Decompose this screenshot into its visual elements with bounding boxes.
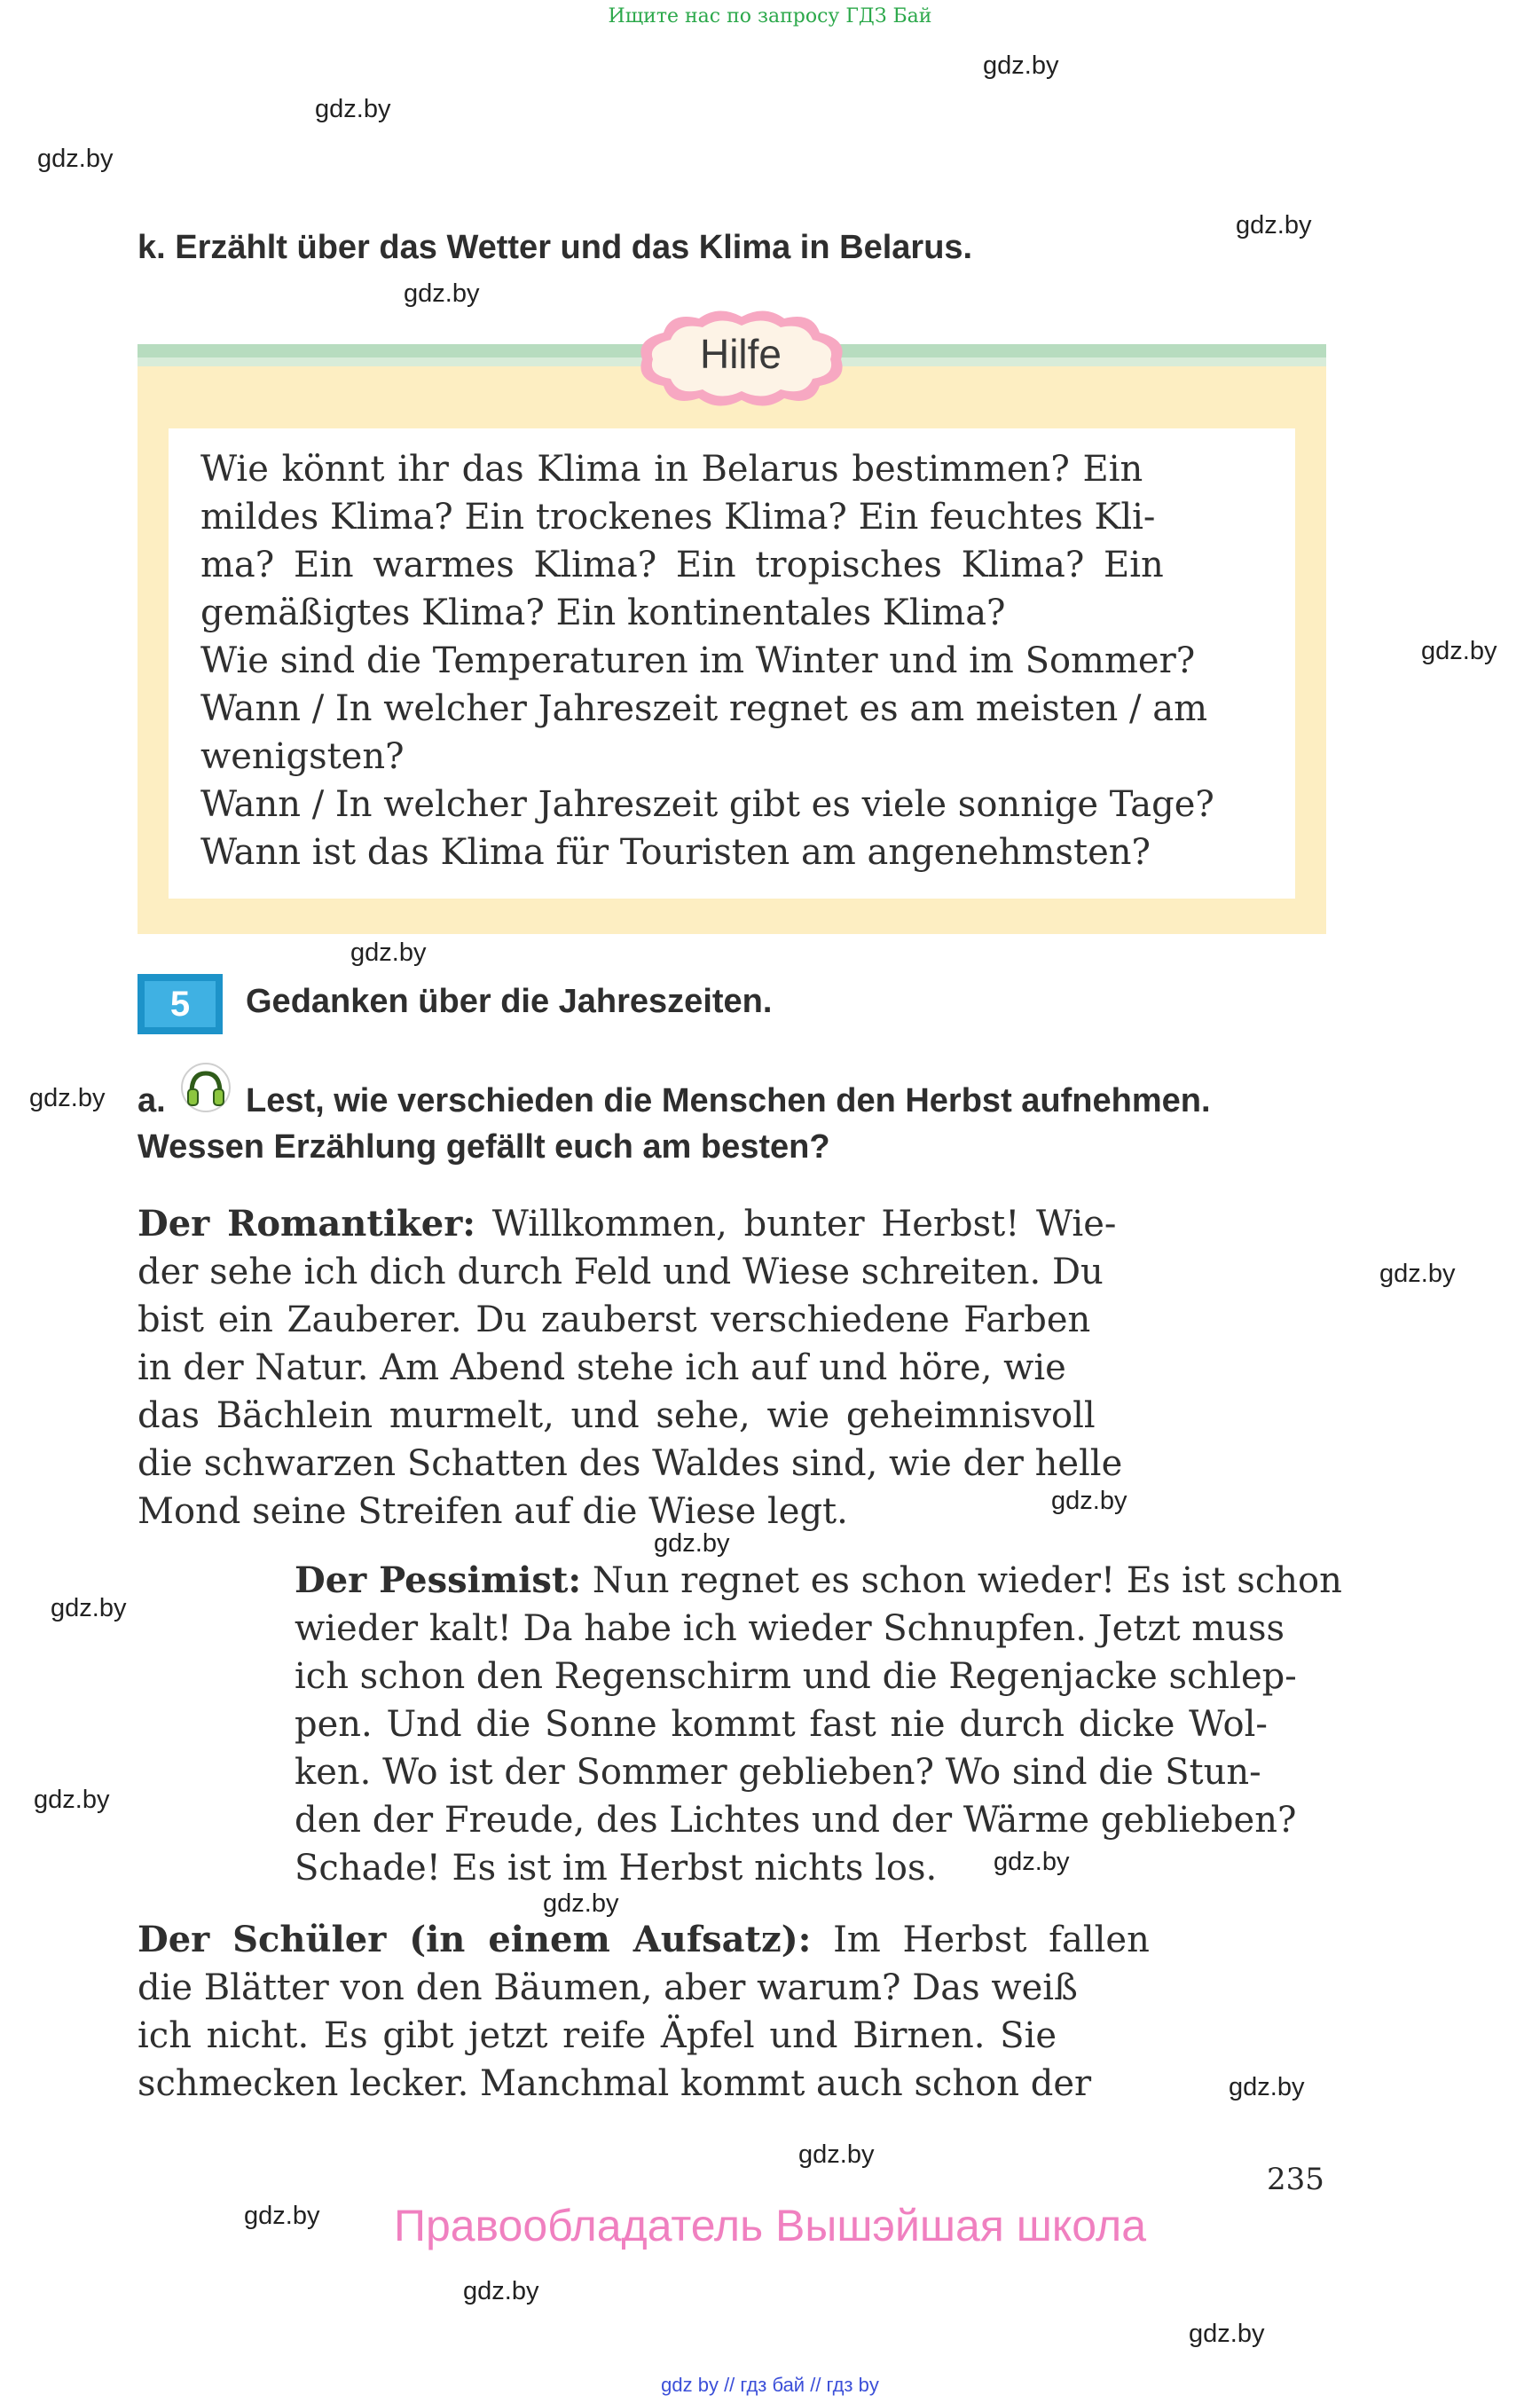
paragraph-text: Willkommen, bunter Herbst! Wie- — [491, 1204, 1117, 1245]
hilfe-line: Wie sind die Temperaturen im Winter und im Sommer? — [200, 640, 1196, 681]
watermark: gdz.by — [315, 95, 391, 123]
task-a-question: Wessen Erzählung gefällt euch am besten? — [138, 1128, 830, 1166]
watermark: gdz.by — [543, 1889, 619, 1918]
task-a-letter: a. — [138, 1082, 166, 1119]
speaker-label: Der Romantiker: — [138, 1203, 476, 1245]
hilfe-line: Wie könnt ihr das Klima in Belarus bestimmen? Ein — [200, 449, 1143, 490]
exercise-number: 5 — [145, 981, 216, 1027]
paragraph-line: pen. Und die Sonne kommt fast nie durch dicke Wol- — [295, 1704, 1268, 1745]
paragraph-line: die Blätter von den Bäumen, aber warum? Das weiß — [138, 1967, 1078, 2008]
hilfe-label: Hilfe — [699, 331, 782, 377]
hilfe-line: Wann / In welcher Jahreszeit regnet es am meisten / am — [200, 688, 1207, 729]
watermark: gdz.by — [404, 279, 480, 308]
bottom-links[interactable]: gdz by // гдз бай // гдз by — [661, 2374, 879, 2396]
paragraph-line: wieder kalt! Da habe ich wieder Schnupfen. Jetzt muss — [295, 1608, 1285, 1649]
exercise-title: Gedanken über die Jahreszeiten. — [246, 983, 773, 1020]
hilfe-line: wenigsten? — [200, 736, 405, 777]
watermark: gdz.by — [1229, 2073, 1305, 2101]
paragraph-line: in der Natur. Am Abend stehe ich auf und höre, wie — [138, 1347, 1066, 1388]
hilfe-line: Wann ist das Klima für Touristen am angenehmsten? — [200, 832, 1151, 873]
speaker-label: Der Schüler (in einem Aufsatz): — [138, 1919, 812, 1960]
paragraph-line: das Bächlein murmelt, und sehe, wie geheimnisvoll — [138, 1395, 1096, 1436]
paragraph-line: ken. Wo ist der Sommer geblieben? Wo sind die Stun- — [295, 1752, 1261, 1793]
watermark: gdz.by — [1379, 1260, 1456, 1288]
paragraph-line: Schade! Es ist im Herbst nichts los. — [295, 1848, 938, 1889]
task-a-instruction: Lest, wie verschieden die Menschen den Herbst aufnehmen. — [246, 1082, 1211, 1119]
pessimist-paragraph — [295, 1557, 1342, 1892]
paragraph-text: Im Herbst fallen — [833, 1920, 1150, 1960]
watermark: gdz.by — [654, 1529, 730, 1558]
paragraph-line: den der Freude, des Lichtes und der Wärme geblieben? — [295, 1800, 1297, 1841]
hilfe-line: Wann / In welcher Jahreszeit gibt es viele sonnige Tage? — [200, 784, 1214, 825]
hilfe-questions — [200, 445, 1265, 876]
top-banner[interactable]: Ищите нас по запросу ГДЗ Бай — [608, 5, 932, 27]
paragraph-line: bist ein Zauberer. Du zauberst verschiedene Farben — [138, 1300, 1091, 1340]
watermark: gdz.by — [29, 1084, 106, 1112]
hilfe-line: gemäßigtes Klima? Ein kontinentales Klima? — [200, 593, 1006, 633]
watermark: gdz.by — [1421, 637, 1497, 665]
page-number: 235 — [1267, 2162, 1324, 2197]
watermark: gdz.by — [1051, 1487, 1128, 1515]
watermark: gdz.by — [34, 1786, 110, 1814]
watermark: gdz.by — [994, 1848, 1070, 1876]
hilfe-line: ma? Ein warmes Klima? Ein tropisches Klima? Ein — [200, 545, 1164, 585]
paragraph-line: Mond seine Streifen auf die Wiese legt. — [138, 1491, 848, 1532]
schueler-paragraph — [138, 1916, 1167, 2108]
exercise-number-badge — [138, 974, 223, 1034]
speaker-label: Der Pessimist: — [295, 1559, 582, 1601]
watermark: gdz.by — [1189, 2320, 1265, 2348]
copyright-notice: Правообладатель Вышэйшая школа — [394, 2201, 1146, 2250]
paragraph-line: ich nicht. Es gibt jetzt reife Äpfel und Birnen. Sie — [138, 2015, 1057, 2056]
paragraph-line: die schwarzen Schatten des Waldes sind, wie der helle — [138, 1443, 1123, 1484]
watermark: gdz.by — [350, 938, 427, 967]
romantiker-paragraph — [138, 1200, 1167, 1535]
watermark: gdz.by — [798, 2140, 875, 2169]
watermark: gdz.by — [983, 51, 1059, 80]
watermark: gdz.by — [244, 2202, 320, 2230]
watermark: gdz.by — [51, 1594, 127, 1622]
paragraph-line: ich schon den Regenschirm und die Regenjacke schlep- — [295, 1656, 1297, 1697]
task-k-heading: k. Erzählt über das Wetter und das Klima in Belarus. — [138, 229, 973, 266]
paragraph-text: Nun regnet es schon wieder! Es ist schon — [592, 1560, 1342, 1601]
headphones-icon[interactable] — [181, 1063, 231, 1112]
watermark: gdz.by — [1236, 211, 1312, 240]
watermark: gdz.by — [463, 2277, 539, 2305]
paragraph-line: der sehe ich dich durch Feld und Wiese schreiten. Du — [138, 1252, 1104, 1292]
hilfe-line: mildes Klima? Ein trockenes Klima? Ein feuchtes Kli- — [200, 497, 1156, 538]
watermark: gdz.by — [37, 145, 114, 173]
paragraph-line: schmecken lecker. Manchmal kommt auch schon der — [138, 2063, 1092, 2104]
